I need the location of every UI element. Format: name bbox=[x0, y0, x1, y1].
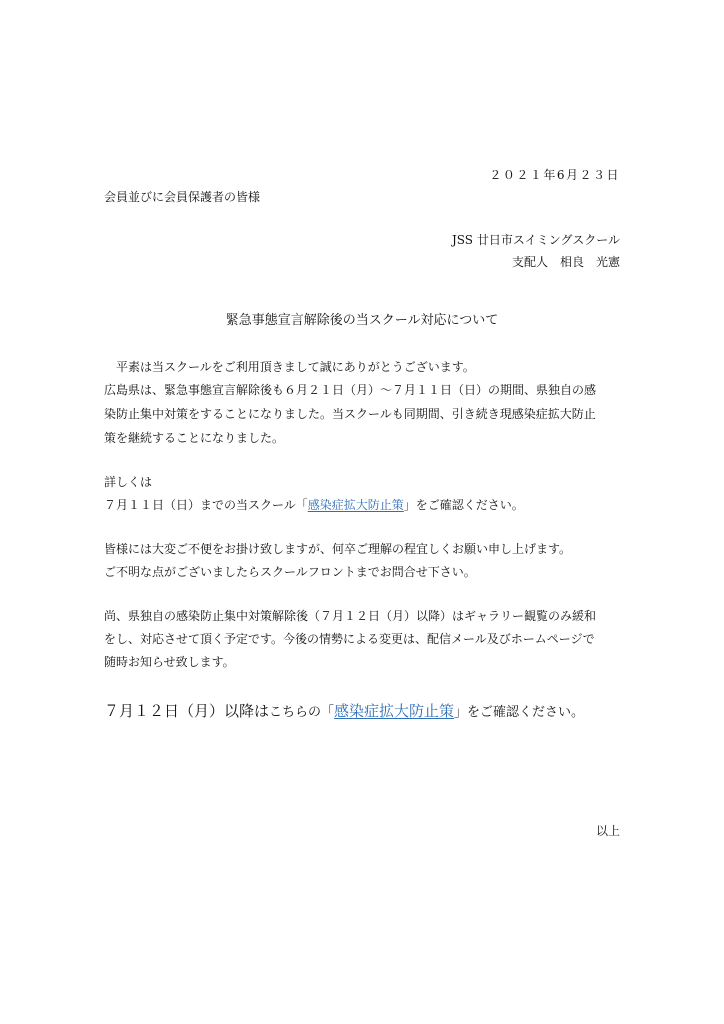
body-line-details-link bbox=[104, 499, 524, 511]
details-suffix: 」をご確認ください。 bbox=[403, 498, 524, 512]
body-line-3: 染防止集中対策をすることになりました。当スクールも同期間、引き続き現感染症拡大防止 bbox=[104, 407, 596, 421]
body-line-2: 広島県は、緊急事態宣言解除後も６月２１日（月）～７月１１日（日）の期間、県独自の感 bbox=[104, 383, 597, 397]
details-prefix: ７月１１日（日）までの当スクール「 bbox=[104, 498, 308, 512]
highlight-prefix: ７月１２日（月）以降は bbox=[104, 702, 270, 720]
body-line-9: 尚、県独自の感染防止集中対策解除後（７月１２日（月）以降）はギャラリー観覧のみ緩和 bbox=[104, 609, 597, 623]
body-line-1: 平素は当スクールをご利用頂きまして誠にありがとうございます。 bbox=[116, 360, 475, 374]
closing-mark: 以上 bbox=[595, 824, 620, 838]
infection-prevention-link-1[interactable]: 感染症拡大防止策 bbox=[307, 498, 404, 512]
sender-organization: JSS 廿日市スイミングスクール bbox=[451, 233, 620, 247]
highlight-notice bbox=[104, 704, 584, 719]
body-line-details: 詳しくは bbox=[104, 475, 153, 489]
document-date: ２０２１年6月２３日 bbox=[489, 168, 620, 182]
highlight-mid: こちらの「 bbox=[269, 705, 335, 720]
infection-prevention-link-2[interactable]: 感染症拡大防止策 bbox=[334, 702, 455, 720]
recipient-line: 会員並びに会員保護者の皆様 bbox=[104, 190, 261, 204]
body-line-4: 策を継続することになりました。 bbox=[104, 431, 285, 445]
body-line-contact: ご不明な点がございましたらスクールフロントまでお問合せ下さい。 bbox=[104, 565, 476, 579]
document-title: 緊急事態宣言解除後の当スクール対応について bbox=[225, 313, 499, 328]
body-line-10: をし、対応させて頂く予定です。今後の情勢による変更は、配信メール及びホームページで bbox=[104, 632, 595, 646]
highlight-suffix: 」をご確認ください。 bbox=[454, 705, 585, 720]
sender-person: 支配人 相良 光憲 bbox=[511, 255, 620, 269]
body-line-11: 随時お知らせ致します。 bbox=[104, 655, 235, 669]
body-line-apology: 皆様には大変ご不便をお掛け致しますが、何卒ご理解の程宜しくお願い申し上げます。 bbox=[104, 542, 572, 556]
